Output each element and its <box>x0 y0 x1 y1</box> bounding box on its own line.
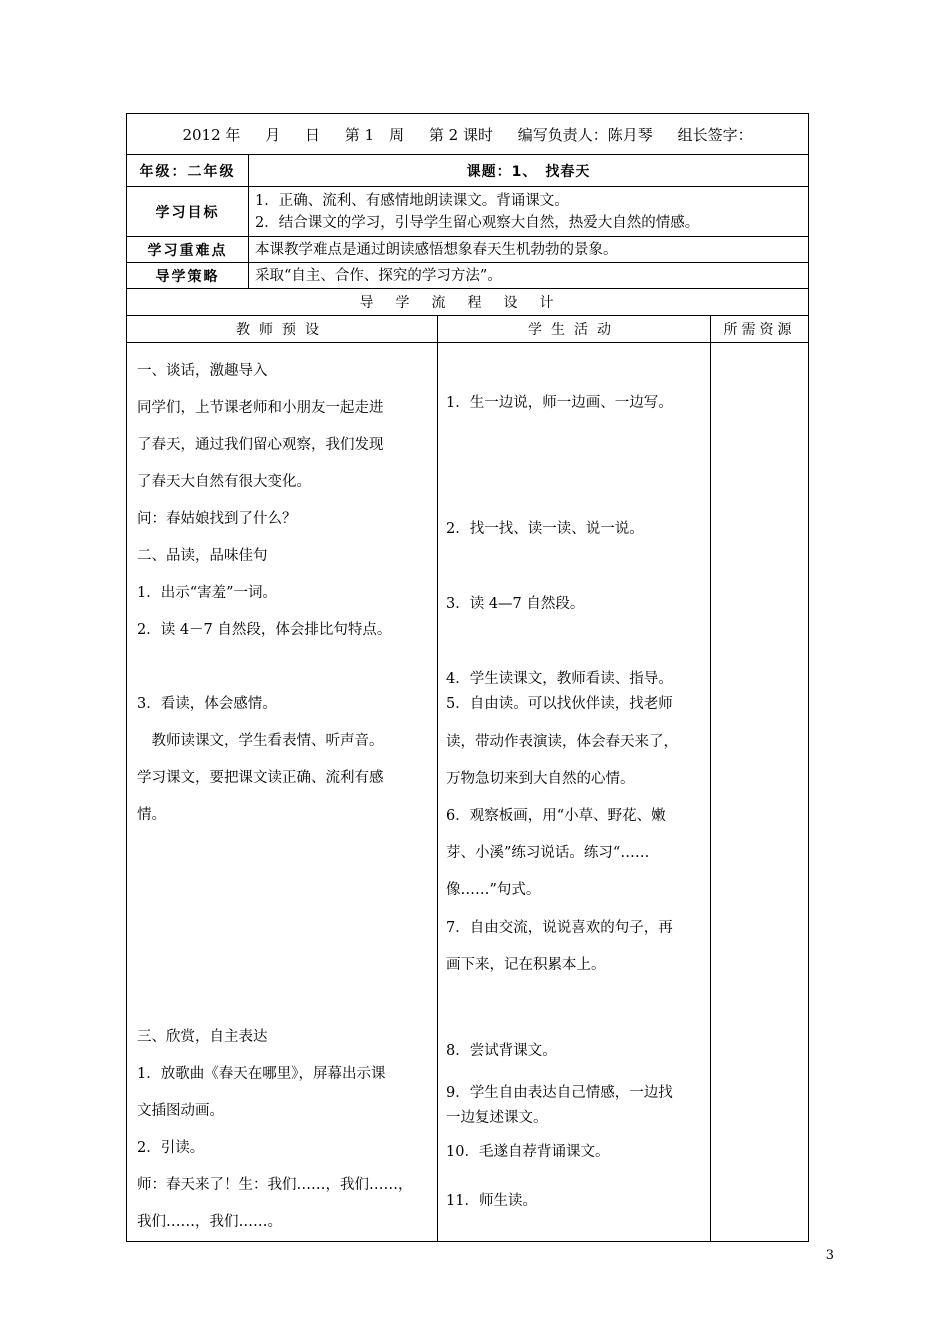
teacher-line: 情。 <box>137 807 166 823</box>
teacher-line: 我们……，我们……。 <box>137 1214 282 1230</box>
goal-row <box>127 187 809 237</box>
teacher-line: 2．读 4－7 自然段，体会排比句特点。 <box>137 622 392 638</box>
page-number: 3 <box>825 1248 834 1263</box>
student-line: 万物急切来到大自然的心情。 <box>446 771 635 787</box>
student-line: 芽、小溪”练习说话。练习“…… <box>446 845 650 861</box>
goal-label: 学习目标 <box>127 187 249 237</box>
teacher-line <box>137 982 431 1019</box>
resource-cell <box>711 343 809 1242</box>
teacher-line: 三、欣赏，自主表达 <box>137 1029 268 1045</box>
teacher-line: 同学们，上节课老师和小朋友一起走进 <box>137 400 384 416</box>
col-resource: 所需资源 <box>711 316 809 343</box>
student-line: 8．尝试背课文。 <box>446 1043 557 1059</box>
student-line: 6．观察板画，用“小草、野花、嫩 <box>446 808 666 824</box>
author: 编写负责人：陈月琴 <box>517 125 653 144</box>
student-line: 画下来，记在积累本上。 <box>446 957 606 973</box>
student-content <box>438 343 710 1209</box>
student-line: 2．找一找、读一读、说一说。 <box>446 521 644 537</box>
teacher-line: 一、谈话，激趣导入 <box>137 363 268 379</box>
day: 日 <box>305 125 321 144</box>
teacher-line: 问：春姑娘找到了什么？ <box>137 511 297 527</box>
teacher-line: 1．出示“害羞”一词。 <box>137 585 278 601</box>
flow-title-row <box>127 289 809 316</box>
teacher-line: 二、品读，品味佳句 <box>137 548 268 564</box>
student-line: 1．生一边说，师一边画、一边写。 <box>446 395 673 411</box>
week: 第 1 周 <box>344 125 405 144</box>
teacher-line: 文插图动画。 <box>137 1103 224 1119</box>
teacher-line <box>137 649 431 686</box>
goal-2: 2．结合课文的学习，引导学生留心观察大自然，热爱大自然的情感。 <box>255 214 700 231</box>
header-row <box>127 114 809 155</box>
year: 2012 年 <box>182 125 241 144</box>
strategy-row <box>127 263 809 289</box>
student-line: 像……”句式。 <box>446 882 541 898</box>
student-line: 3．读 4—7 自然段。 <box>446 596 585 612</box>
teacher-line: 3．看读，体会感情。 <box>137 696 277 712</box>
flow-title: 导学流程设计 <box>127 289 809 316</box>
flow-body-row <box>127 343 809 1242</box>
col-student: 学生活动 <box>438 316 711 343</box>
student-line: 11．师生读。 <box>446 1193 537 1209</box>
teacher-line <box>137 908 431 945</box>
teacher-line: 1．放歌曲《春天在哪里》，屏幕出示课 <box>137 1066 386 1082</box>
student-line: 10．毛遂自荐背诵课文。 <box>446 1144 610 1160</box>
student-cell <box>438 343 711 1242</box>
difficulty-text: 本课教学难点是通过朗读感悟想象春天生机勃勃的景象。 <box>249 237 809 263</box>
student-line: 4．学生读课文，教师看读、指导。 <box>446 671 673 687</box>
lesson-plan-table <box>126 113 809 1242</box>
student-line: 9．学生自由表达自己情感，一边找 <box>446 1085 673 1101</box>
teacher-line: 学习课文，要把课文读正确、流利有感 <box>137 770 384 786</box>
difficulty-label: 学习重难点 <box>127 237 249 263</box>
student-line: 5．自由读。可以找伙伴读，找老师 <box>446 696 673 712</box>
strategy-label: 导学策略 <box>127 263 249 289</box>
student-line: 7．自由交流，说说喜欢的句子，再 <box>446 920 673 936</box>
goal-1: 1．正确、流利、有感情地朗读课文。背诵课文。 <box>255 192 569 209</box>
column-header-row <box>127 316 809 343</box>
teacher-line: 师：春天来了！生：我们……，我们……， <box>137 1177 413 1193</box>
student-line: 读，带动作表演读，体会春天来了， <box>446 734 678 750</box>
grade-label: 年级：二年级 <box>127 155 249 187</box>
period: 第 2 课时 <box>428 125 493 144</box>
teacher-line <box>137 834 431 871</box>
strategy-text: 采取“自主、合作、探究的学习方法”。 <box>249 263 809 289</box>
difficulty-row <box>127 237 809 263</box>
teacher-line <box>137 945 431 982</box>
teacher-line <box>137 871 431 908</box>
col-teacher: 教师预设 <box>127 316 438 343</box>
teacher-line: 了春天大自然有很大变化。 <box>137 474 311 490</box>
signature: 组长签字： <box>677 125 753 144</box>
teacher-line: 教师读课文，学生看表情、听声音。 <box>137 733 384 749</box>
month: 月 <box>265 125 281 144</box>
topic-label: 课题：1、 找春天 <box>249 155 809 187</box>
student-line: 一边复述课文。 <box>446 1110 548 1126</box>
teacher-cell <box>127 343 438 1242</box>
grade-topic-row <box>127 155 809 187</box>
teacher-line: 2．引读。 <box>137 1140 205 1156</box>
teacher-line: 了春天，通过我们留心观察，我们发现 <box>137 437 384 453</box>
teacher-content <box>127 343 437 1241</box>
